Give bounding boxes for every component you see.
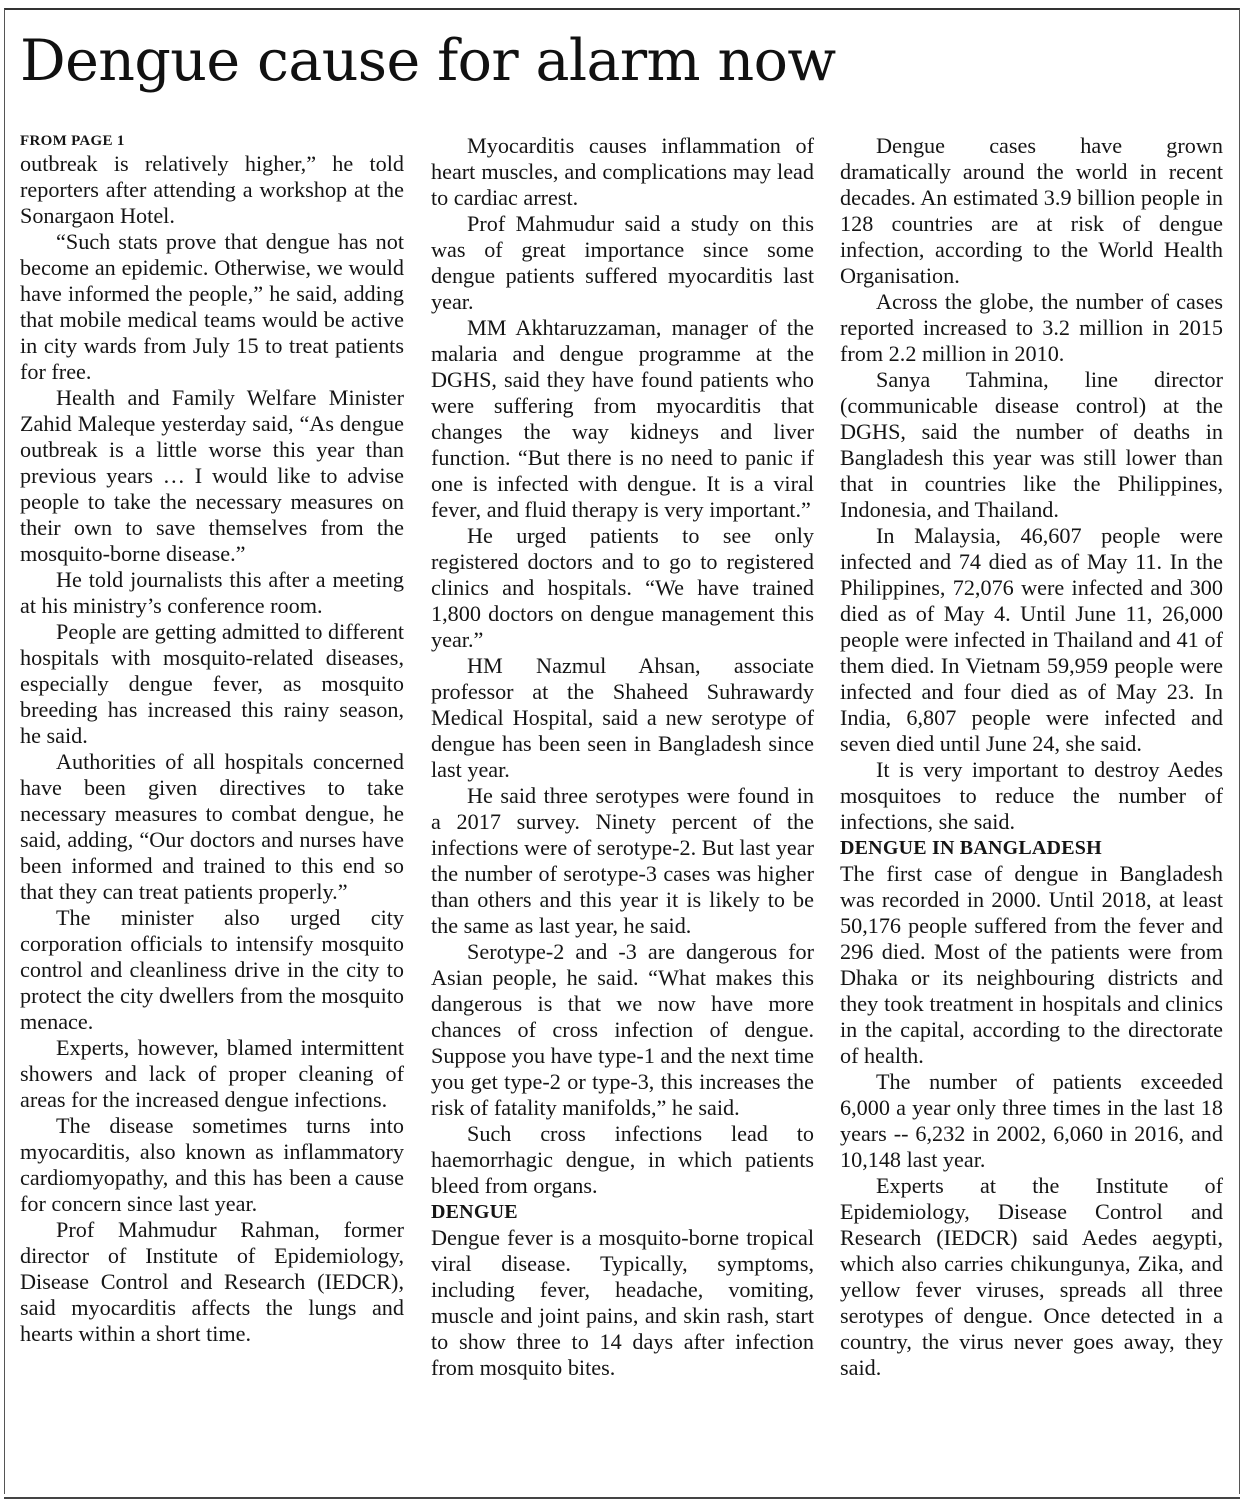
paragraph: Prof Mahmudur Rahman, former director of Institute of Epidemiology, Disease Control and Research (IEDCR), said myocarditis affects the lungs and hearts within a short time.: [20, 1217, 404, 1346]
paragraph: He urged patients to see only registered doctors and to go to registered clinics and hospitals. “We have trained 1,800 doctors on dengue management this year.”: [431, 523, 814, 652]
paragraph: Serotype-2 and -3 are dangerous for Asian people, he said. “What makes this dangerous is that we now have more chances of cross infection of dengue. Suppose you have type-1 and the next time you get type-2 or type-3, this increases the risk of fatality manifolds,” he said.: [431, 939, 814, 1120]
paragraph: outbreak is relatively higher,” he told reporters after attending a workshop at the Sonargaon Hotel.: [20, 151, 404, 228]
paragraph: People are getting admitted to different hospitals with mosquito-related diseases, especially dengue fever, as mosquito breeding has increased this rainy season, he said.: [20, 619, 404, 748]
subhead-dengue: DENGUE: [431, 1201, 518, 1223]
paragraph: “Such stats prove that dengue has not become an epidemic. Otherwise, we would have informed the people,” he said, adding that mobile medical teams would be active in city wards from July 15 to treat patients for free.: [20, 229, 404, 384]
paragraph: Health and Family Welfare Minister Zahid Maleque yesterday said, “As dengue outbreak is a little worse this year than previous years … I would like to advise people to take the necessary measures on their own to save themselves from the mosquito-borne disease.”: [20, 385, 404, 566]
paragraph: Prof Mahmudur said a study on this was of great importance since some dengue patients suffered myocarditis last year.: [431, 211, 814, 314]
article-column-3: [840, 133, 1223, 1381]
article-column-1: [20, 133, 404, 1347]
article-column-2: [431, 133, 814, 1381]
paragraph: Sanya Tahmina, line director (communicable disease control) at the DGHS, said the number of deaths in Bangladesh this year was still lower than that in countries like the Philippines, Indonesia, and Thailand.: [840, 367, 1223, 522]
paragraph: Dengue cases have grown dramatically around the world in recent decades. An estimated 3.9 billion people in 128 countries are at risk of dengue infection, according to the World Health Organisation.: [840, 133, 1223, 288]
subhead-dengue-in-bangladesh: DENGUE IN BANGLADESH: [840, 837, 1102, 859]
paragraph: MM Akhtaruzzaman, manager of the malaria and dengue programme at the DGHS, said they have found patients who were suffering from myocarditis that changes the way kidneys and liver function. “But there is no need to panic if one is infected with dengue. It is a viral fever, and fluid therapy is very important.”: [431, 315, 814, 522]
paragraph: He told journalists this after a meeting at his ministry’s conference room.: [20, 567, 404, 618]
paragraph: Dengue fever is a mosquito-borne tropical viral disease. Typically, symptoms, including fever, headache, vomiting, muscle and joint pains, and skin rash, start to show three to 14 days after infection from mosquito bites.: [431, 1225, 814, 1380]
paragraph: Such cross infections lead to haemorrhagic dengue, in which patients bleed from organs.: [431, 1121, 814, 1198]
paragraph: The minister also urged city corporation officials to intensify mosquito control and cleanliness drive in the city to protect the city dwellers from the mosquito menace.: [20, 905, 404, 1034]
paragraph: The disease sometimes turns into myocarditis, also known as inflammatory cardiomyopathy, and this has been a cause for concern since last year.: [20, 1113, 404, 1216]
from-page-kicker: FROM PAGE 1: [20, 133, 125, 149]
paragraph: Experts at the Institute of Epidemiology, Disease Control and Research (IEDCR) said Aedes aegypti, which also carries chikungunya, Zika, and yellow fever viruses, spreads all three serotypes of dengue. Once detected in a country, the virus never goes away, they said.: [840, 1173, 1223, 1380]
paragraph: Experts, however, blamed intermittent showers and lack of proper cleaning of areas for the increased dengue infections.: [20, 1035, 404, 1112]
paragraph: The number of patients exceeded 6,000 a year only three times in the last 18 years -- 6,232 in 2002, 6,060 in 2016, and 10,148 last year.: [840, 1069, 1223, 1172]
paragraph: Authorities of all hospitals concerned have been given directives to take necessary measures to combat dengue, he said, adding, “Our doctors and nurses have been informed and trained to this end so that they can treat patients properly.”: [20, 749, 404, 904]
paragraph: It is very important to destroy Aedes mosquitoes to reduce the number of infections, she said.: [840, 757, 1223, 834]
paragraph: The first case of dengue in Bangladesh was recorded in 2000. Until 2018, at least 50,176 people suffered from the fever and 296 died. Most of the patients were from Dhaka or its neighbouring districts and they took treatment in hospitals and clinics in the capital, according to the directorate of health.: [840, 861, 1223, 1068]
paragraph: HM Nazmul Ahsan, associate professor at the Shaheed Suhrawardy Medical Hospital, said a new serotype of dengue has been seen in Bangladesh since last year.: [431, 653, 814, 782]
paragraph: Myocarditis causes inflammation of heart muscles, and complications may lead to cardiac arrest.: [431, 133, 814, 210]
paragraph: In Malaysia, 46,607 people were infected and 74 died as of May 11. In the Philippines, 72,076 were infected and 300 died as of May 4. Until June 11, 26,000 people were infected in Thailand and 41 of them died. In Vietnam 59,959 people were infected and four died as of May 23. In India, 6,807 people were infected and seven died until June 24, she said.: [840, 523, 1223, 756]
paragraph: Across the globe, the number of cases reported increased to 3.2 million in 2015 from 2.2 million in 2010.: [840, 289, 1223, 366]
bottom-rule: [4, 1497, 1240, 1499]
paragraph: He said three serotypes were found in a 2017 survey. Ninety percent of the infections were of serotype-2. But last year the number of serotype-3 cases was higher than others and this year it is likely to be the same as last year, he said.: [431, 783, 814, 938]
headline: Dengue cause for alarm now: [20, 28, 836, 94]
